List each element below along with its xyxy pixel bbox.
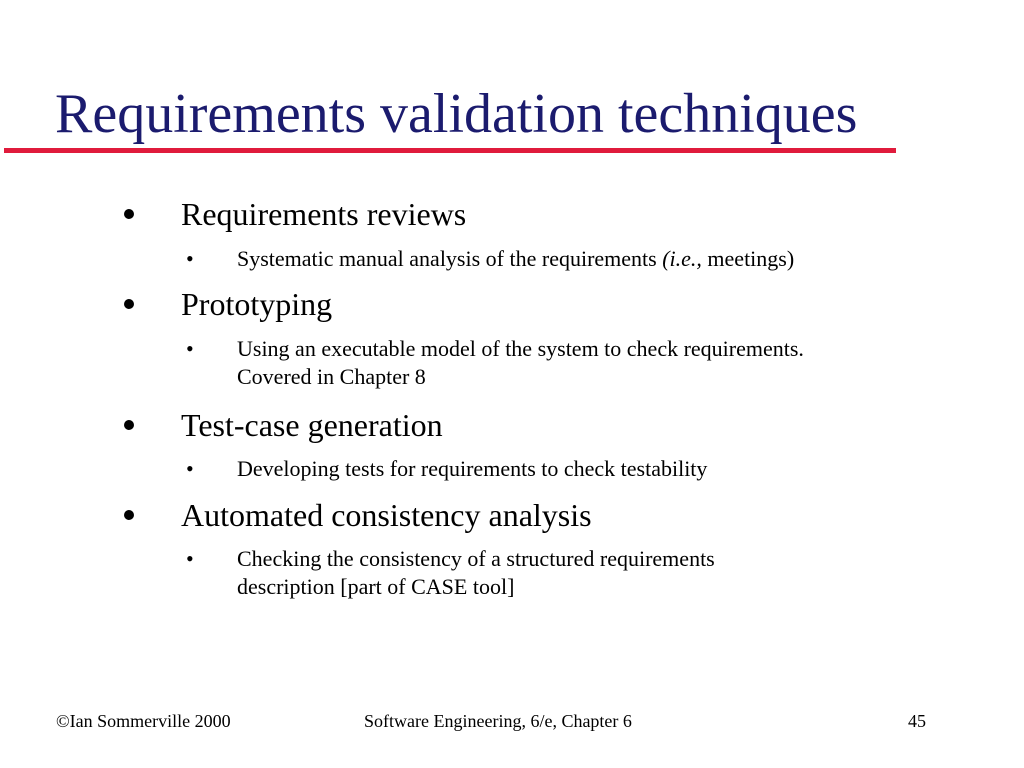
slide-title: Requirements validation techniques [55, 83, 858, 145]
sub-bullet-icon: • [186, 246, 194, 271]
bullet-dot-icon [124, 209, 134, 219]
bullet-dot-icon [124, 510, 134, 520]
sub-bullet-text-part: Systematic manual analysis of the requirements [237, 246, 663, 271]
sub-bullet-icon: • [186, 336, 194, 361]
sub-bullet-text-part: meetings) [701, 246, 795, 271]
sub-bullet-icon: • [186, 456, 194, 481]
sub-bullet-italic: (i.e., [662, 246, 702, 271]
footer-page-number: 45 [908, 711, 926, 731]
sub-bullet-line: Developing tests for requirements to check testability [237, 456, 708, 481]
sub-bullet-line: description [part of CASE tool] [237, 574, 515, 599]
bullet-heading: Automated consistency analysis [181, 497, 592, 533]
sub-bullet-line: Using an executable model of the system to check requirements. [237, 336, 804, 361]
bullet-dot-icon [124, 299, 134, 309]
sub-bullet-icon: • [186, 546, 194, 571]
bullet-heading: Prototyping [181, 286, 333, 322]
sub-bullet-text [237, 455, 997, 483]
bullet-dot-icon [124, 420, 134, 430]
bullet-heading: Test-case generation [181, 407, 443, 443]
title-underline [4, 148, 896, 153]
bullet-heading: Requirements reviews [181, 196, 467, 232]
sub-bullet-line: Checking the consistency of a structured requirements [237, 546, 715, 571]
sub-bullet-text [237, 545, 997, 601]
sub-bullet-text [237, 245, 997, 273]
footer-copyright: ©Ian Sommerville 2000 [56, 711, 231, 731]
footer-book-reference: Software Engineering, 6/e, Chapter 6 [364, 711, 632, 731]
sub-bullet-text [237, 335, 997, 391]
sub-bullet-line [237, 245, 997, 273]
sub-bullet-line: Covered in Chapter 8 [237, 364, 426, 389]
